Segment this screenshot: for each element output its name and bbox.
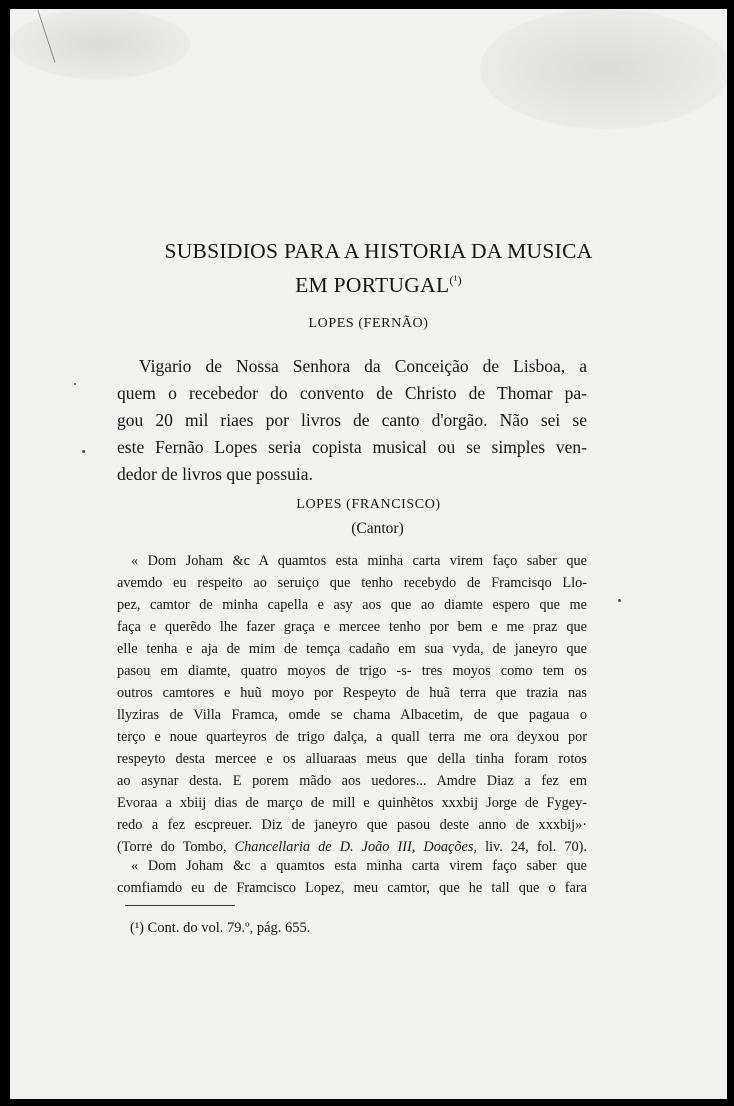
text-line: gou 20 mil riaes por livros de canto d'orgão. Não sei se bbox=[117, 410, 587, 430]
text-line: respeyto desta mercee e os alluaraas meus que della tinha foram rotos bbox=[117, 751, 587, 767]
entry-body-francisco-2 bbox=[117, 855, 587, 899]
text-line: dedor de livros que possuia. bbox=[117, 464, 313, 484]
scan-speck bbox=[82, 450, 85, 453]
text-line: terço e noue quarteyros de trigo dalça, a quall terra me ora deyxou por bbox=[117, 729, 587, 745]
citation-prefix: (Torre do Tombo, bbox=[117, 839, 235, 855]
text-line: pez, camtor de minha capella e asy aos que ao diamte espero que me bbox=[117, 597, 587, 613]
footnote-rule bbox=[125, 905, 235, 906]
text-line: este Fernão Lopes seria copista musical ou se simples ven- bbox=[117, 437, 587, 457]
citation-suffix: liv. 24, fol. 70). bbox=[477, 839, 587, 855]
footnote bbox=[130, 920, 310, 937]
footnote-marker: (¹) bbox=[130, 920, 145, 936]
text-line: elle tenha e aja de mim de temça cadaño em sua vyda, de janeyro que bbox=[117, 641, 587, 657]
text-line: outros camtores e huũ moyo por Respeyto de huã terra que trazia nas bbox=[117, 685, 587, 701]
text-line: quem o recebedor do convento de Christo de Thomar pa- bbox=[117, 383, 587, 403]
text-line: avemdo eu respeito ao seruiço que tenho recebydo de Framcisqo Llo- bbox=[117, 575, 587, 591]
entry-body-fernao bbox=[117, 353, 587, 488]
entry-body-francisco bbox=[117, 550, 587, 858]
text-line: faça e querẽdo lhe fazer graça e mercee tenho por bem e me praz que bbox=[117, 619, 587, 635]
text-line: ao asynar desta. E porem mãdo aos uedores... Amdre Diaz a fez em bbox=[117, 773, 587, 789]
scan-smudge bbox=[480, 9, 727, 129]
text-line: redo a fez escpreuer. Diz de janeyro que pasou deste anno de xxxbij»· bbox=[117, 817, 587, 833]
footnote-text: Cont. do vol. 79.º, pág. 655. bbox=[144, 920, 311, 936]
text-line: « Dom Joham &c a quamtos esta minha carta virem faço saber que bbox=[131, 858, 587, 874]
entry-heading-francisco: LOPES (FRANCISCO) bbox=[296, 497, 441, 512]
text-line: Evoraa a xbiij dias de março de mill e quinhẽtos xxxbij Jorge de Fygey- bbox=[117, 795, 587, 811]
text-line: pasou em diamte, quatro moyos de trigo -s- tres moyos como tem os bbox=[117, 663, 587, 679]
scan-smudge bbox=[10, 9, 190, 79]
text-line: comfiamdo eu de Framcisco Lopez, meu camtor, que he tall que o fara bbox=[117, 880, 587, 896]
page-title-line-2 bbox=[20, 267, 727, 298]
text-line: llyziras de Villa Framca, omde se chama Albacetim, de que pagaua o bbox=[117, 707, 587, 723]
document-page bbox=[10, 9, 727, 1099]
page-title-line-1: SUBSIDIOS PARA A HISTORIA DA MUSICA bbox=[164, 239, 593, 263]
text-line: Vigario de Nossa Senhora da Conceição de Lisboa, a bbox=[139, 356, 587, 376]
entry-subheading-cantor: (Cantor) bbox=[351, 520, 404, 537]
entry-heading-fernao: LOPES (FERNÃO) bbox=[308, 316, 429, 331]
citation-title: Chancellaria de D. João III, Doações, bbox=[234, 839, 478, 855]
page-title-text: EM PORTUGAL bbox=[295, 273, 450, 298]
scan-speck bbox=[618, 599, 621, 602]
text-line: « Dom Joham &c A quamtos esta minha carta virem faço saber que bbox=[131, 553, 587, 569]
title-footnote-marker: (¹) bbox=[449, 273, 462, 287]
scan-speck bbox=[74, 383, 76, 385]
